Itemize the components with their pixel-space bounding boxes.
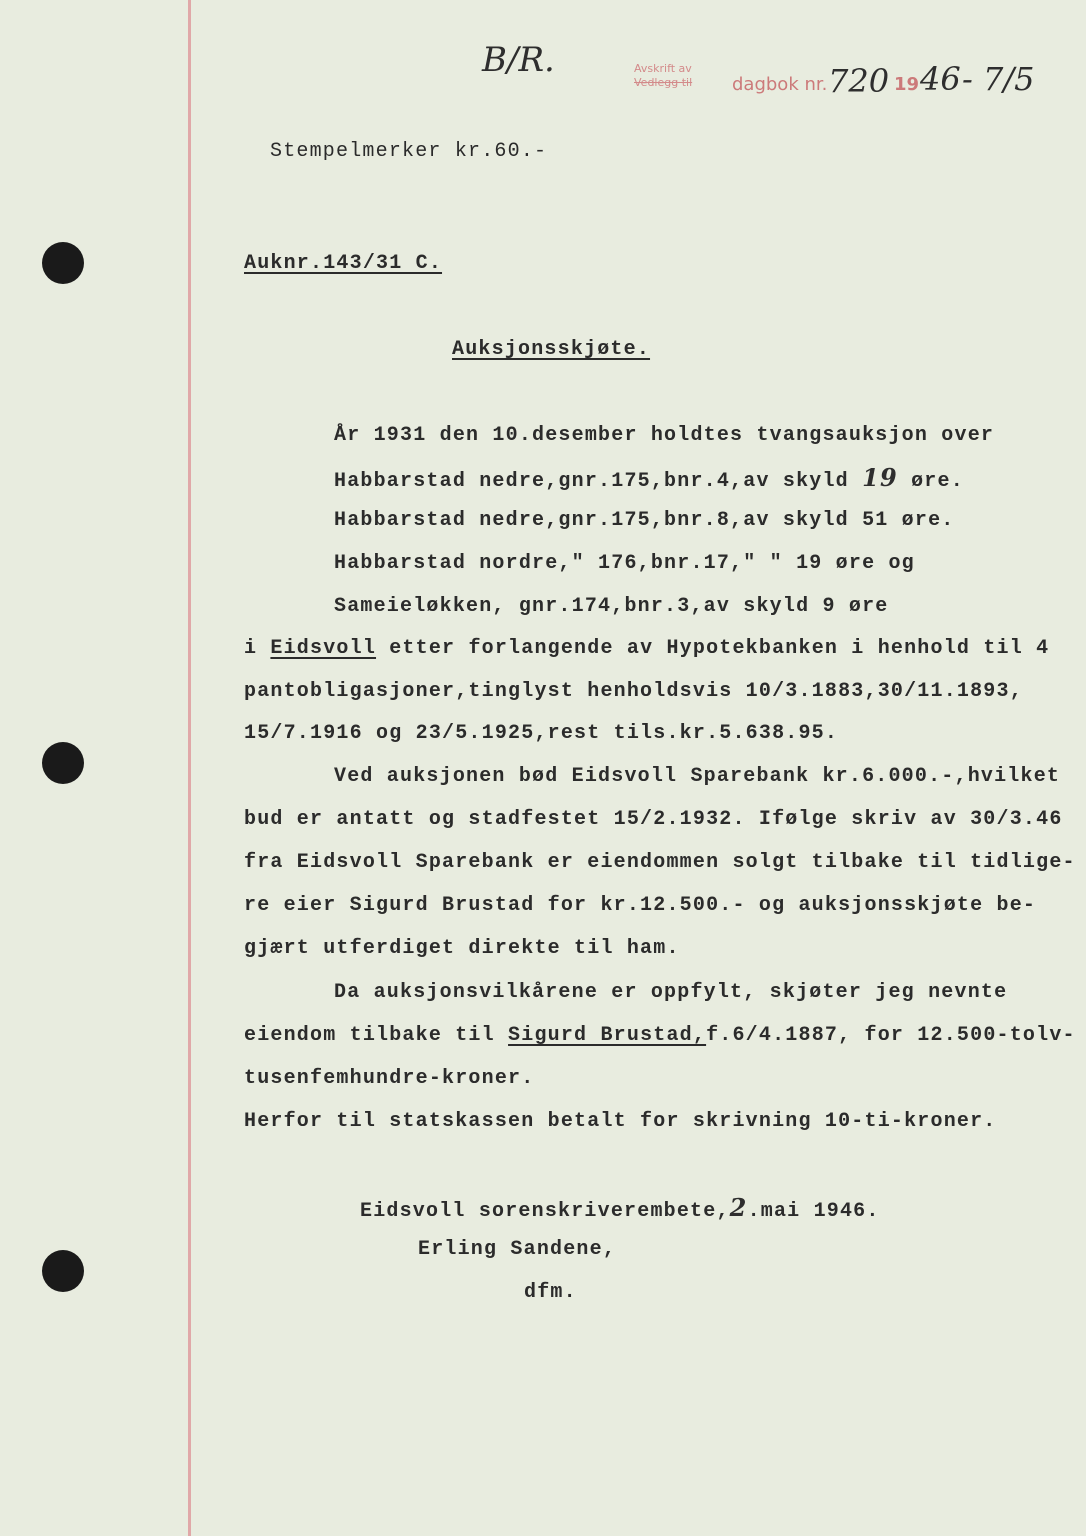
body-line-9: Ved auksjonen bød Eidsvoll Sparebank kr.6.000.-,hvilket (334, 765, 1061, 788)
date-handwritten: - 7/5 (962, 60, 1035, 98)
case-number: Auknr.143/31 C. (244, 252, 443, 275)
copy-stamp (634, 62, 692, 90)
body-line-3: Habbarstad nedre,gnr.175,bnr.8,av skyld 51 øre. (334, 509, 955, 532)
document-title: Auksjonsskjøte. (452, 338, 651, 361)
body-line-6-tail: etter forlangende av Hypotekbanken i henhold til 4 (376, 637, 1050, 660)
signature-date: .mai 1946. (747, 1200, 880, 1223)
handwritten-initials: B/R. (482, 40, 555, 80)
signature-name: Erling Sandene, (418, 1238, 617, 1261)
body-line-14: Da auksjonsvilkårene er oppfylt, skjøter jeg nevnte (334, 981, 1008, 1004)
body-line-1: År 1931 den 10.desember holdtes tvangsauksjon over (334, 424, 995, 447)
punch-hole-top (42, 242, 84, 284)
body-line-6 (244, 637, 1049, 661)
body-line-10: bud er antatt og stadfestet 15/2.1932. Ifølge skriv av 30/3.46 (244, 808, 1063, 831)
signature-place-date (360, 1193, 880, 1224)
journal-number: 720 (828, 62, 890, 100)
stamp-label: dagbok nr. (732, 74, 828, 95)
buyer-name-underlined: Sigurd Brustad, (508, 1024, 707, 1047)
stamp-duty: Stempelmerker kr.60.- (270, 140, 548, 163)
body-line-2-text: Habbarstad nedre,gnr.175,bnr.4,av skyld (334, 470, 863, 493)
eidsvoll-underlined: Eidsvoll (270, 637, 377, 660)
body-line-16: tusenfemhundre-kroner. (244, 1067, 535, 1090)
signature-place: Eidsvoll sorenskriverembete, (360, 1200, 730, 1223)
body-line-15-text: eiendom tilbake til (244, 1024, 509, 1047)
body-line-2 (334, 463, 964, 494)
body-line-8: 15/7.1916 og 23/5.1925,rest tils.kr.5.638.95. (244, 722, 839, 745)
body-line-7: pantobligasjoner,tinglyst henholdsvis 10/3.1883,30/11.1893, (244, 680, 1023, 703)
stamp-line-2: Vedlegg til (634, 76, 693, 89)
red-margin-line (188, 0, 191, 1536)
signature-day-handwritten: 2 (729, 1193, 748, 1222)
punch-hole-bottom (42, 1250, 84, 1292)
body-line-15-tail: f.6/4.1887, for 12.500-tolv- (706, 1024, 1076, 1047)
punch-hole-middle (42, 742, 84, 784)
body-line-17: Herfor til statskassen betalt for skrivning 10-ti-kroner. (244, 1110, 997, 1133)
body-line-5: Sameieløkken, gnr.174,bnr.3,av skyld 9 øre (334, 595, 889, 618)
body-line-2-tail: øre. (897, 470, 964, 493)
handwritten-value: 19 (862, 463, 898, 492)
signature-title: dfm. (524, 1281, 577, 1304)
body-line-15 (244, 1024, 1076, 1048)
body-line-11: fra Eidsvoll Sparebank er eiendommen solgt tilbake til tidlige- (244, 851, 1076, 874)
stamp-line-1: Avskrift av (634, 62, 692, 75)
body-line-4: Habbarstad nordre," 176,bnr.17," " 19 øre og (334, 552, 915, 575)
body-line-12: re eier Sigurd Brustad for kr.12.500.- og auksjonsskjøte be- (244, 894, 1037, 917)
body-line-13: gjært utferdiget direkte til ham. (244, 937, 680, 960)
year-handwritten: 46 (920, 60, 961, 98)
body-line-6-text: i (244, 637, 271, 660)
year-printed: 19 (894, 74, 920, 95)
